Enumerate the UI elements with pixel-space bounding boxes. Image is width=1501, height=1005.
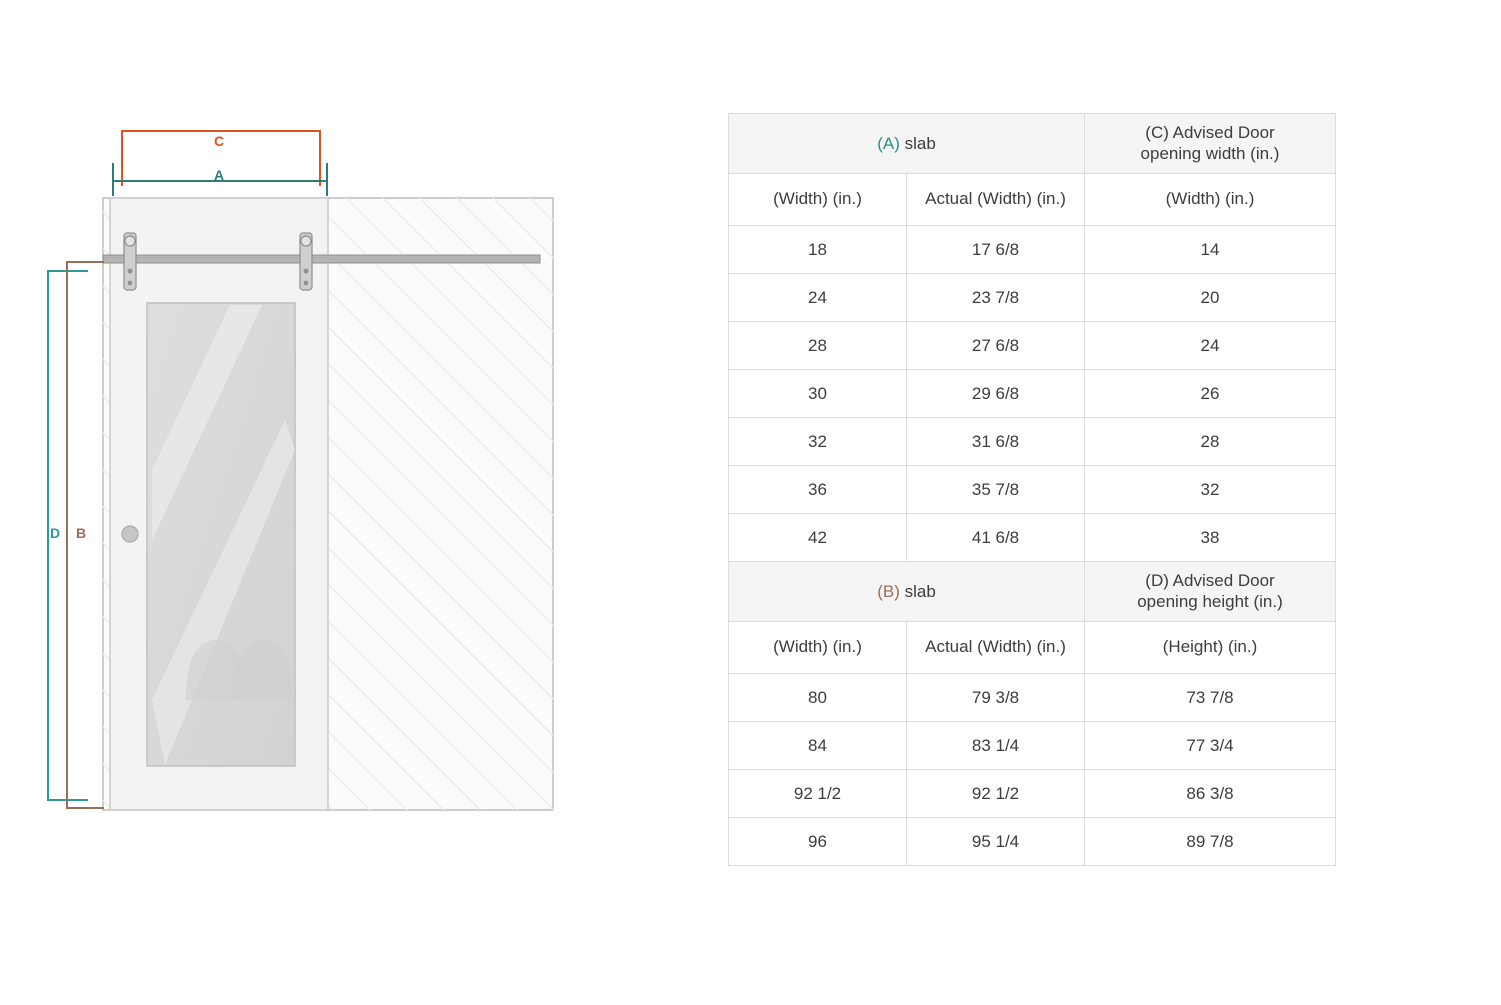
group-header-row-a [729, 114, 1336, 174]
track-rail [103, 255, 540, 263]
column-header-d-height: (Height) (in.) [1085, 622, 1336, 674]
cell-actual-width: 41 6/8 [907, 514, 1085, 562]
cell-opening-height: 77 3/4 [1085, 722, 1336, 770]
roller-hanger-left [124, 233, 136, 290]
cell-actual-width: 29 6/8 [907, 370, 1085, 418]
cell-actual-height: 92 1/2 [907, 770, 1085, 818]
column-header-a-actual: Actual (Width) (in.) [907, 174, 1085, 226]
dimension-label-c: C [214, 133, 225, 149]
cell-actual-width: 35 7/8 [907, 466, 1085, 514]
column-header-b-actual: Actual (Width) (in.) [907, 622, 1085, 674]
dimension-label-d: D [50, 525, 61, 541]
cell-slab-width: 32 [729, 418, 907, 466]
cell-slab-width: 36 [729, 466, 907, 514]
cell-actual-width: 17 6/8 [907, 226, 1085, 274]
table-row [729, 722, 1336, 770]
cell-slab-height: 84 [729, 722, 907, 770]
cell-opening-height: 73 7/8 [1085, 674, 1336, 722]
table-row [729, 674, 1336, 722]
group-header-b-tag: (B) [877, 581, 900, 601]
group-header-a-rest: slab [899, 133, 936, 153]
column-header-row-a [729, 174, 1336, 226]
group-header-d-line1: (D) Advised Door [1145, 571, 1275, 591]
cell-slab-height: 80 [729, 674, 907, 722]
group-header-d [1085, 562, 1336, 622]
group-header-b [729, 562, 1085, 622]
dimension-label-a: A [214, 167, 225, 183]
cell-slab-width: 18 [729, 226, 907, 274]
dimension-label-b: B [76, 525, 87, 541]
column-header-b-width: (Width) (in.) [729, 622, 907, 674]
cell-opening-width: 14 [1085, 226, 1336, 274]
table-row [729, 466, 1336, 514]
roller-hanger-right [300, 233, 312, 290]
cell-opening-height: 89 7/8 [1085, 818, 1336, 866]
table-row [729, 274, 1336, 322]
table-row [729, 514, 1336, 562]
table-row [729, 770, 1336, 818]
group-header-c-line1: (C) Advised Door [1145, 123, 1275, 143]
cell-actual-width: 27 6/8 [907, 322, 1085, 370]
group-header-c [1085, 114, 1336, 174]
group-header-a [729, 114, 1085, 174]
cell-opening-width: 32 [1085, 466, 1336, 514]
cell-actual-height: 79 3/8 [907, 674, 1085, 722]
cell-actual-height: 95 1/4 [907, 818, 1085, 866]
table-row [729, 370, 1336, 418]
table-row [729, 322, 1336, 370]
cell-opening-width: 38 [1085, 514, 1336, 562]
cell-opening-width: 26 [1085, 370, 1336, 418]
cell-actual-width: 31 6/8 [907, 418, 1085, 466]
group-header-a-tag: (A) [877, 133, 900, 153]
door-dimension-diagram [0, 0, 700, 1000]
cell-opening-width: 20 [1085, 274, 1336, 322]
table-row [729, 418, 1336, 466]
cell-slab-width: 24 [729, 274, 907, 322]
cell-actual-width: 23 7/8 [907, 274, 1085, 322]
cell-slab-height: 96 [729, 818, 907, 866]
cell-slab-height: 92 1/2 [729, 770, 907, 818]
cell-opening-width: 24 [1085, 322, 1336, 370]
cell-opening-width: 28 [1085, 418, 1336, 466]
column-header-a-width: (Width) (in.) [729, 174, 907, 226]
size-chart [728, 113, 1336, 866]
table-row [729, 818, 1336, 866]
table-row [729, 226, 1336, 274]
group-header-d-line2: opening height (in.) [1137, 591, 1283, 611]
cell-slab-width: 28 [729, 322, 907, 370]
cell-opening-height: 86 3/8 [1085, 770, 1336, 818]
group-header-row-b [729, 562, 1336, 622]
cell-actual-height: 83 1/4 [907, 722, 1085, 770]
column-header-c-width: (Width) (in.) [1085, 174, 1336, 226]
group-header-c-line2: opening width (in.) [1140, 143, 1280, 163]
column-header-row-b [729, 622, 1336, 674]
door-handle [122, 526, 138, 542]
door-slab [110, 198, 328, 810]
cell-slab-width: 42 [729, 514, 907, 562]
size-chart-table [728, 113, 1336, 866]
cell-slab-width: 30 [729, 370, 907, 418]
group-header-b-rest: slab [899, 581, 936, 601]
